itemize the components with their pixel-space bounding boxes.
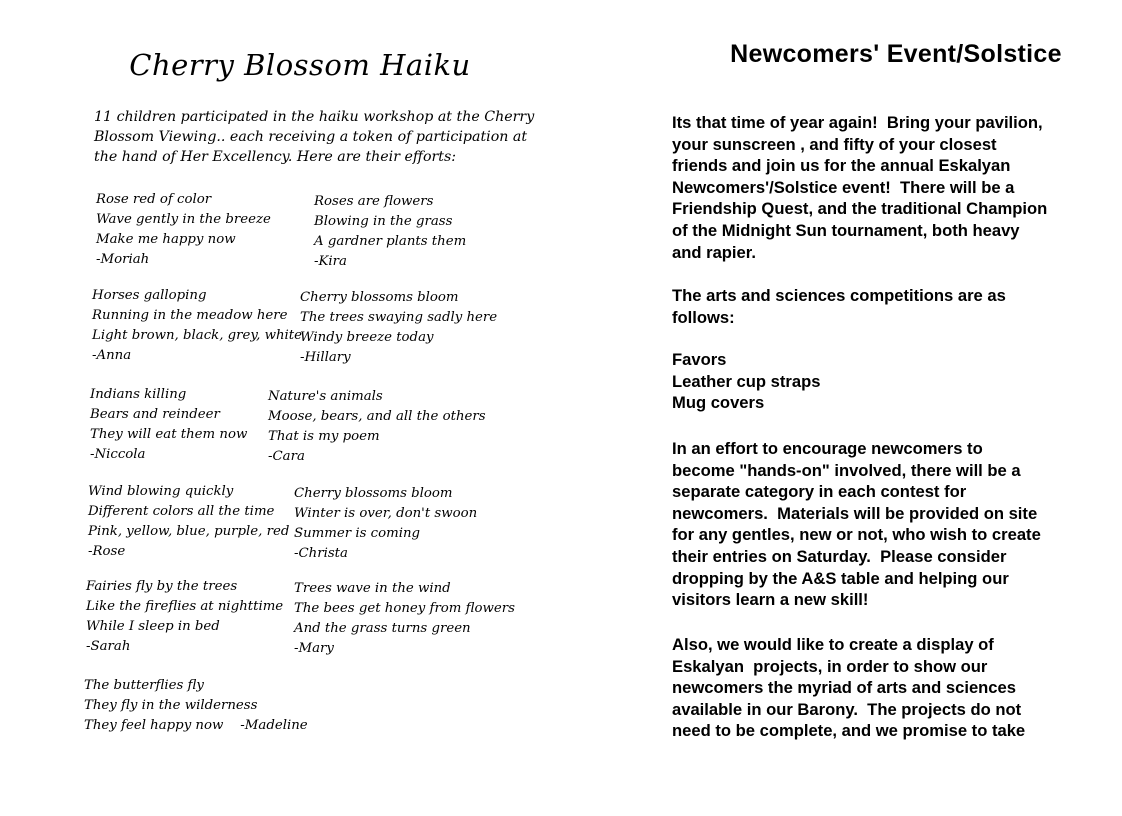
haiku-poem-cara <box>268 387 486 467</box>
poem-author: -Hillary <box>300 350 351 365</box>
paragraph-line: newcomers. Materials will be provided on site <box>672 503 1038 523</box>
intro-line: 11 children participated in the haiku workshop at the Cherry <box>94 109 535 125</box>
poem-line: Pink, yellow, blue, purple, red <box>88 524 290 539</box>
paragraph-line: Also, we would like to create a display of <box>672 635 994 654</box>
paragraph-line: their entries on Saturday. Please consider <box>672 546 1007 566</box>
poem-line: The trees swaying sadly here <box>300 310 498 325</box>
poem-author: -Cara <box>268 449 305 464</box>
paragraph-line: of the Midnight Sun tournament, both heavy <box>672 220 1020 240</box>
poem-line: A gardner plants them <box>314 234 467 249</box>
poem-author: -Kira <box>314 254 347 269</box>
competition-item: Mug covers <box>672 393 765 413</box>
paragraph-line: become "hands-on" involved, there will be a <box>672 460 1021 480</box>
paragraph-line: Eskalyan projects, in order to show our <box>672 656 988 676</box>
poem-line: Horses galloping <box>92 288 207 303</box>
poem-line: Roses are flowers <box>314 194 434 209</box>
haiku-poem-rose <box>88 482 289 562</box>
poem-line: Winter is over, don't swoon <box>294 506 478 521</box>
poem-line: Nature's animals <box>268 389 383 404</box>
paragraph-line: Newcomers'/Solstice event! There will be a <box>672 177 1015 197</box>
poem-line: And the grass turns green <box>294 621 471 636</box>
paragraph-line: Friendship Quest, and the traditional Champion <box>672 199 1048 219</box>
competition-item: Leather cup straps <box>672 371 821 391</box>
poem-line: Summer is coming <box>294 526 421 541</box>
poem-line: The bees get honey from flowers <box>294 601 515 616</box>
poem-line: The butterflies fly <box>84 678 204 693</box>
haiku-poem-madeline <box>84 676 308 736</box>
haiku-poem-moriah <box>96 190 271 270</box>
poem-line: Cherry blossoms bloom <box>294 486 453 501</box>
poem-author: -Moriah <box>96 252 150 267</box>
poem-author: -Niccola <box>90 447 146 462</box>
paragraph-line: friends and join us for the annual Eskalyan <box>672 156 1011 176</box>
poem-line: Blowing in the grass <box>314 214 453 229</box>
competition-item: Favors <box>672 350 727 369</box>
paragraph-line: In an effort to encourage newcomers to <box>672 439 983 458</box>
event-paragraph-intro <box>672 112 1117 263</box>
poem-author: -Anna <box>92 348 132 363</box>
poem-line: Fairies fly by the trees <box>86 579 238 594</box>
haiku-poem-anna <box>92 286 302 366</box>
poem-line: Different colors all the time <box>88 504 275 519</box>
poem-line: Like the fireflies at nighttime <box>86 599 284 614</box>
poem-line: While I sleep in bed <box>86 619 220 634</box>
poem-line: Bears and reindeer <box>90 407 220 422</box>
event-paragraph-newcomers <box>672 438 1117 611</box>
poem-line: Trees wave in the wind <box>294 581 451 596</box>
haiku-poem-niccola <box>90 385 247 465</box>
haiku-poem-kira <box>314 192 466 272</box>
paragraph-line: need to be complete, and we promise to take <box>672 721 1026 741</box>
haiku-intro <box>94 107 544 167</box>
paragraph-line: your sunscreen , and fifty of your closest <box>672 134 997 154</box>
poem-line: Rose red of color <box>96 192 212 207</box>
paragraph-line: separate category in each contest for <box>672 482 967 502</box>
haiku-poem-hillary <box>300 288 497 368</box>
paragraph-line: Its that time of year again! Bring your pavilion, <box>672 113 1043 132</box>
poem-author: -Christa <box>294 546 348 561</box>
paragraph-line: visitors learn a new skill! <box>672 590 869 610</box>
intro-line: the hand of Her Excellency. Here are their efforts: <box>94 149 457 165</box>
paragraph-line: newcomers the myriad of arts and sciences <box>672 678 1016 698</box>
event-paragraph-competitions <box>672 285 1117 328</box>
poem-line: Indians killing <box>90 387 187 402</box>
intro-line: Blossom Viewing.. each receiving a token of participation at <box>94 129 528 145</box>
poem-line: Make me happy now <box>96 232 236 247</box>
haiku-poem-mary <box>294 579 515 659</box>
haiku-poem-sarah <box>86 577 283 657</box>
poem-line: That is my poem <box>268 429 380 444</box>
poem-author: -Mary <box>294 641 334 656</box>
event-paragraph-display <box>672 634 1117 742</box>
poem-line: Moose, bears, and all the others <box>268 409 486 424</box>
poem-line: They will eat them now <box>90 427 248 442</box>
poem-line: Wave gently in the breeze <box>96 212 271 227</box>
paragraph-line: for any gentles, new or not, who wish to create <box>672 525 1041 545</box>
paragraph-line: dropping by the A&S table and helping our <box>672 568 1009 588</box>
paragraph-line: and rapier. <box>672 242 756 262</box>
event-page-title: Newcomers' Event/Solstice <box>730 40 1062 68</box>
paragraph-line: available in our Barony. The projects do not <box>672 699 1022 719</box>
paragraph-line: follows: <box>672 307 735 327</box>
poem-author: -Sarah <box>86 639 131 654</box>
poem-line: Wind blowing quickly <box>88 484 234 499</box>
competition-list <box>672 349 1117 414</box>
haiku-page-title: Cherry Blossom Haiku <box>129 48 471 82</box>
poem-line: Windy breeze today <box>300 330 434 345</box>
poem-author: -Rose <box>88 544 126 559</box>
poem-line: Light brown, black, grey, white <box>92 328 302 343</box>
poem-line: They fly in the wilderness <box>84 698 258 713</box>
poem-line: They feel happy now -Madeline <box>84 718 308 733</box>
haiku-poem-christa <box>294 484 477 564</box>
paragraph-line: The arts and sciences competitions are as <box>672 286 1006 305</box>
poem-line: Cherry blossoms bloom <box>300 290 459 305</box>
poem-line: Running in the meadow here <box>92 308 288 323</box>
